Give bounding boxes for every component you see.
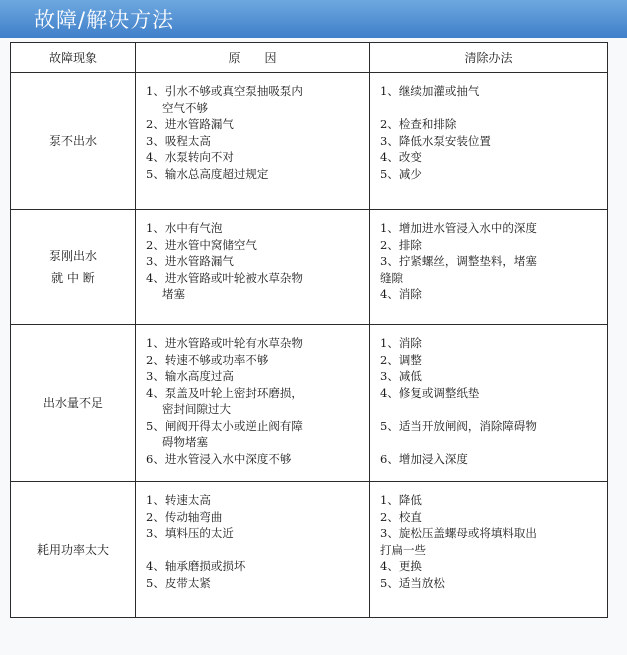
cause-item: 1、水中有气泡 [146, 221, 223, 235]
remedy-item: 1、继续加灌或抽气 [380, 84, 480, 98]
cause-item: 5、闸阀开得太小或逆止阀有障 [146, 418, 303, 433]
cause-cell [136, 482, 370, 618]
remedy-item: 2、校直 [380, 509, 422, 524]
column-header-remedy: 清除办法 [370, 43, 608, 73]
table-header-row [11, 43, 608, 73]
cause-item: 3、输水高度过高 [146, 369, 234, 383]
symptom-text: 泵不出水 [48, 134, 97, 148]
table-row [11, 210, 608, 325]
cause-cell [136, 210, 370, 325]
remedy-cell [370, 210, 608, 325]
cause-item: 2、传动轴弯曲 [146, 509, 223, 524]
remedy-item: 缝隙 [380, 270, 403, 285]
remedy-item [380, 401, 607, 418]
remedy-item [380, 100, 607, 117]
cause-item: 6、进水管浸入水中深度不够 [146, 451, 292, 466]
remedy-item: 3、拧紧螺丝，调整垫料，堵塞 [380, 254, 537, 268]
symptom-text: 耗用功率太大 [36, 542, 109, 557]
symptom-cell [11, 482, 136, 618]
remedy-item: 4、消除 [380, 287, 422, 301]
remedy-item: 3、减低 [380, 369, 422, 383]
remedy-item: 1、降低 [380, 493, 422, 507]
remedy-item: 3、旋松压盖螺母或将填料取出 [380, 526, 537, 540]
symptom-cell [11, 73, 136, 210]
remedy-item: 2、排除 [380, 237, 422, 252]
header-bar [0, 0, 627, 38]
cause-item: 4、进水管路或叶轮被水草杂物 [146, 270, 303, 285]
remedy-cell [370, 325, 608, 482]
cause-item: 密封间隙过大 [162, 402, 231, 416]
remedy-item: 5、减少 [380, 166, 422, 181]
cause-item: 5、输水总高度超过规定 [146, 166, 269, 181]
cause-item: 2、转速不够或功率不够 [146, 352, 269, 367]
remedy-cell [370, 482, 608, 618]
cause-item: 1、进水管路或叶轮有水草杂物 [146, 336, 303, 350]
remedy-item: 6、增加浸入深度 [380, 451, 468, 466]
remedy-item: 3、降低水泵安装位置 [380, 133, 491, 148]
symptom-text: 出水量不足 [42, 396, 103, 410]
remedy-item: 1、消除 [380, 336, 422, 350]
cause-item: 4、泵盖及叶轮上密封环磨损， [146, 385, 303, 400]
cause-item: 4、轴承磨损或损坏 [146, 559, 246, 573]
cause-cell [136, 73, 370, 210]
cause-item: 空气不够 [162, 100, 208, 115]
remedy-item: 4、改变 [380, 150, 422, 164]
remedy-item: 5、适当放松 [380, 575, 445, 590]
cause-item: 2、进水管中窝储空气 [146, 237, 257, 252]
page-title: 故障/解决方法 [34, 8, 175, 32]
table-row [11, 482, 608, 618]
remedy-item: 2、调整 [380, 352, 422, 367]
cause-item: 4、水泵转向不对 [146, 150, 234, 164]
cause-item: 5、皮带太紧 [146, 575, 211, 590]
remedy-item: 2、检查和排除 [380, 117, 457, 131]
cause-item: 1、转速太高 [146, 493, 211, 507]
table-row [11, 325, 608, 482]
cause-item [146, 542, 369, 559]
cause-item: 堵塞 [162, 287, 185, 301]
troubleshooting-table [10, 42, 608, 618]
cause-item: 3、吸程太高 [146, 133, 211, 148]
table-row [11, 73, 608, 210]
column-header-cause: 原 因 [136, 43, 370, 73]
remedy-item: 打扁一些 [380, 542, 426, 557]
cause-item: 碍物堵塞 [162, 435, 208, 449]
remedy-item: 1、增加进水管浸入水中的深度 [380, 221, 537, 235]
cause-cell [136, 325, 370, 482]
symptom-cell [11, 325, 136, 482]
cause-item: 3、填料压的太近 [146, 526, 234, 540]
remedy-item: 4、更换 [380, 559, 422, 573]
remedy-item: 4、修复或调整纸垫 [380, 385, 480, 400]
cause-item: 2、进水管路漏气 [146, 117, 234, 131]
troubleshooting-sheet [0, 38, 627, 655]
symptom-cell [11, 210, 136, 325]
remedy-item: 5、适当开放闸阀，消除障碍物 [380, 418, 537, 433]
symptom-text: 就 中 断 [51, 271, 95, 285]
remedy-cell [370, 73, 608, 210]
cause-item: 1、引水不够或真空泵抽吸泵内 [146, 84, 303, 98]
remedy-item [380, 434, 607, 451]
column-header-symptom: 故障现象 [11, 43, 136, 73]
cause-item: 3、进水管路漏气 [146, 254, 234, 268]
symptom-text: 泵刚出水 [48, 249, 97, 263]
